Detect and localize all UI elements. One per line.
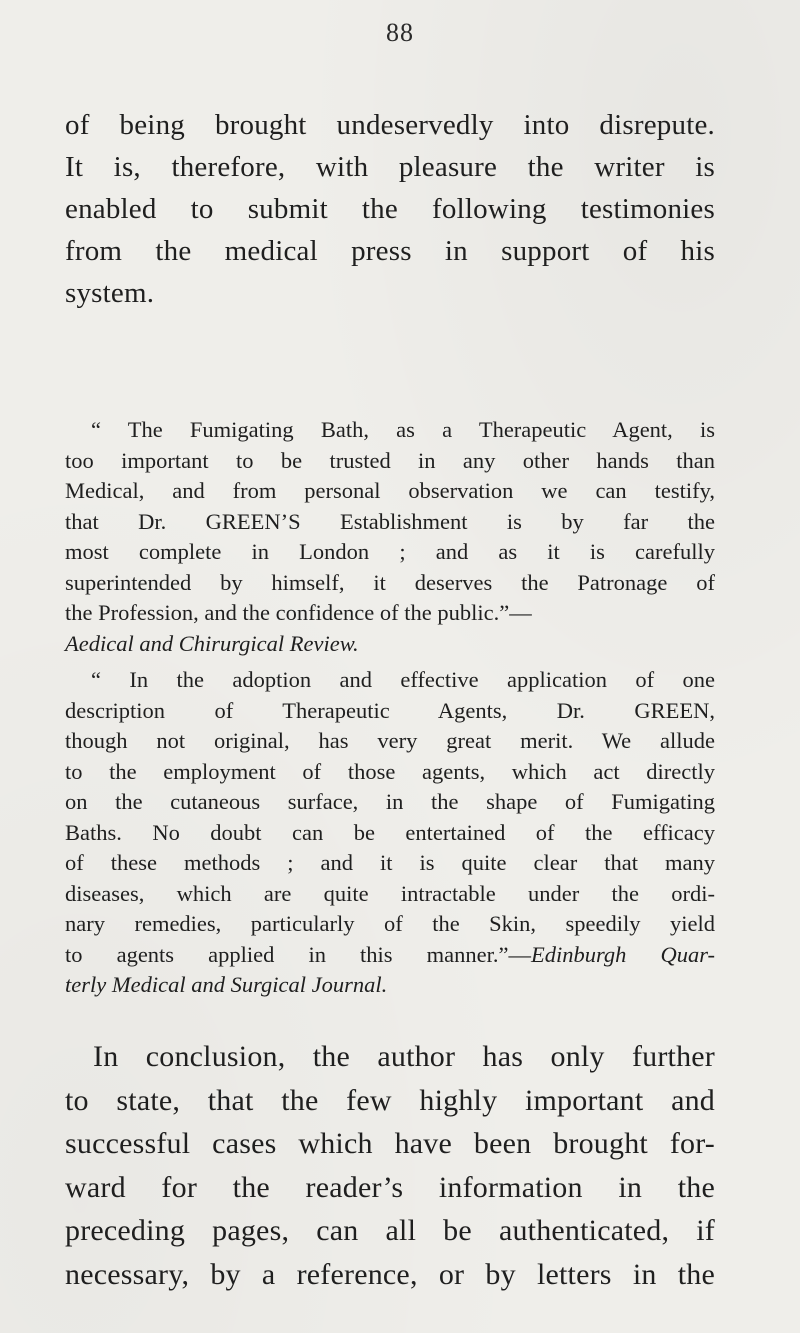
text-line: that Dr. GREEN’S Establishment is by far the — [65, 508, 715, 534]
text-line: most complete in London ; and as it is carefully — [65, 539, 715, 564]
text-line: Medical, and from personal observation we can testify, — [65, 478, 715, 503]
text-line: superintended by himself, it deserves the Patronage of — [65, 569, 715, 595]
text-line: of being brought undeservedly into disrepute. — [65, 109, 715, 141]
text-line: necessary, by a reference, or by letters in the — [65, 1257, 715, 1291]
text-line: from the medical press in support of his — [65, 235, 715, 267]
text-line: diseases, which are quite intractable under the ordi- — [65, 880, 715, 906]
text-line: system. — [65, 277, 155, 309]
testimonial-medical-review — [65, 415, 715, 659]
text-line: to state, that the few highly important and — [65, 1083, 715, 1117]
text-line: It is, therefore, with pleasure the writer is — [65, 151, 715, 183]
testimonial-source: Edinburgh Quar- — [530, 941, 715, 967]
text-line: though not original, has very great merit. We allude — [65, 728, 715, 753]
testimonial-source: Aedical and Chirurgical Review. — [65, 630, 359, 656]
paragraph-conclusion — [65, 1035, 715, 1296]
text-line: In conclusion, the author has only further — [93, 1040, 715, 1073]
text-line: too important to be trusted in any other hands than — [65, 447, 715, 473]
testimonial-edinburgh-journal — [65, 665, 715, 1001]
text-line: Baths. No doubt can be entertained of the efficacy — [65, 819, 715, 845]
text-line: description of Therapeutic Agents, Dr. GREEN, — [65, 697, 715, 723]
testimonial-source: terly Medical and Surgical Journal. — [65, 972, 388, 997]
text-line: the Profession, and the confidence of the public.”— — [65, 600, 532, 625]
text-line: successful cases which have been brought for- — [65, 1127, 715, 1160]
text-line: preceding pages, can all be authenticated, if — [65, 1214, 715, 1247]
text-line: on the cutaneous surface, in the shape of Fumigating — [65, 789, 715, 814]
text-line: enabled to submit the following testimonies — [65, 193, 715, 225]
text-line: to the employment of those agents, which act directly — [65, 758, 715, 784]
text-line — [65, 940, 715, 971]
page-number: 88 — [386, 18, 414, 47]
text-line: “ In the adoption and effective application of one — [91, 667, 715, 692]
text-line: of these methods ; and it is quite clear that many — [65, 850, 715, 875]
paragraph-intro — [65, 104, 715, 314]
text-line: “ The Fumigating Bath, as a Therapeutic Agent, is — [91, 417, 715, 442]
text-fragment: to agents applied in this manner.”— — [65, 941, 531, 967]
text-line: ward for the reader’s information in the — [65, 1170, 715, 1204]
text-line: nary remedies, particularly of the Skin, speedily yield — [65, 911, 715, 936]
